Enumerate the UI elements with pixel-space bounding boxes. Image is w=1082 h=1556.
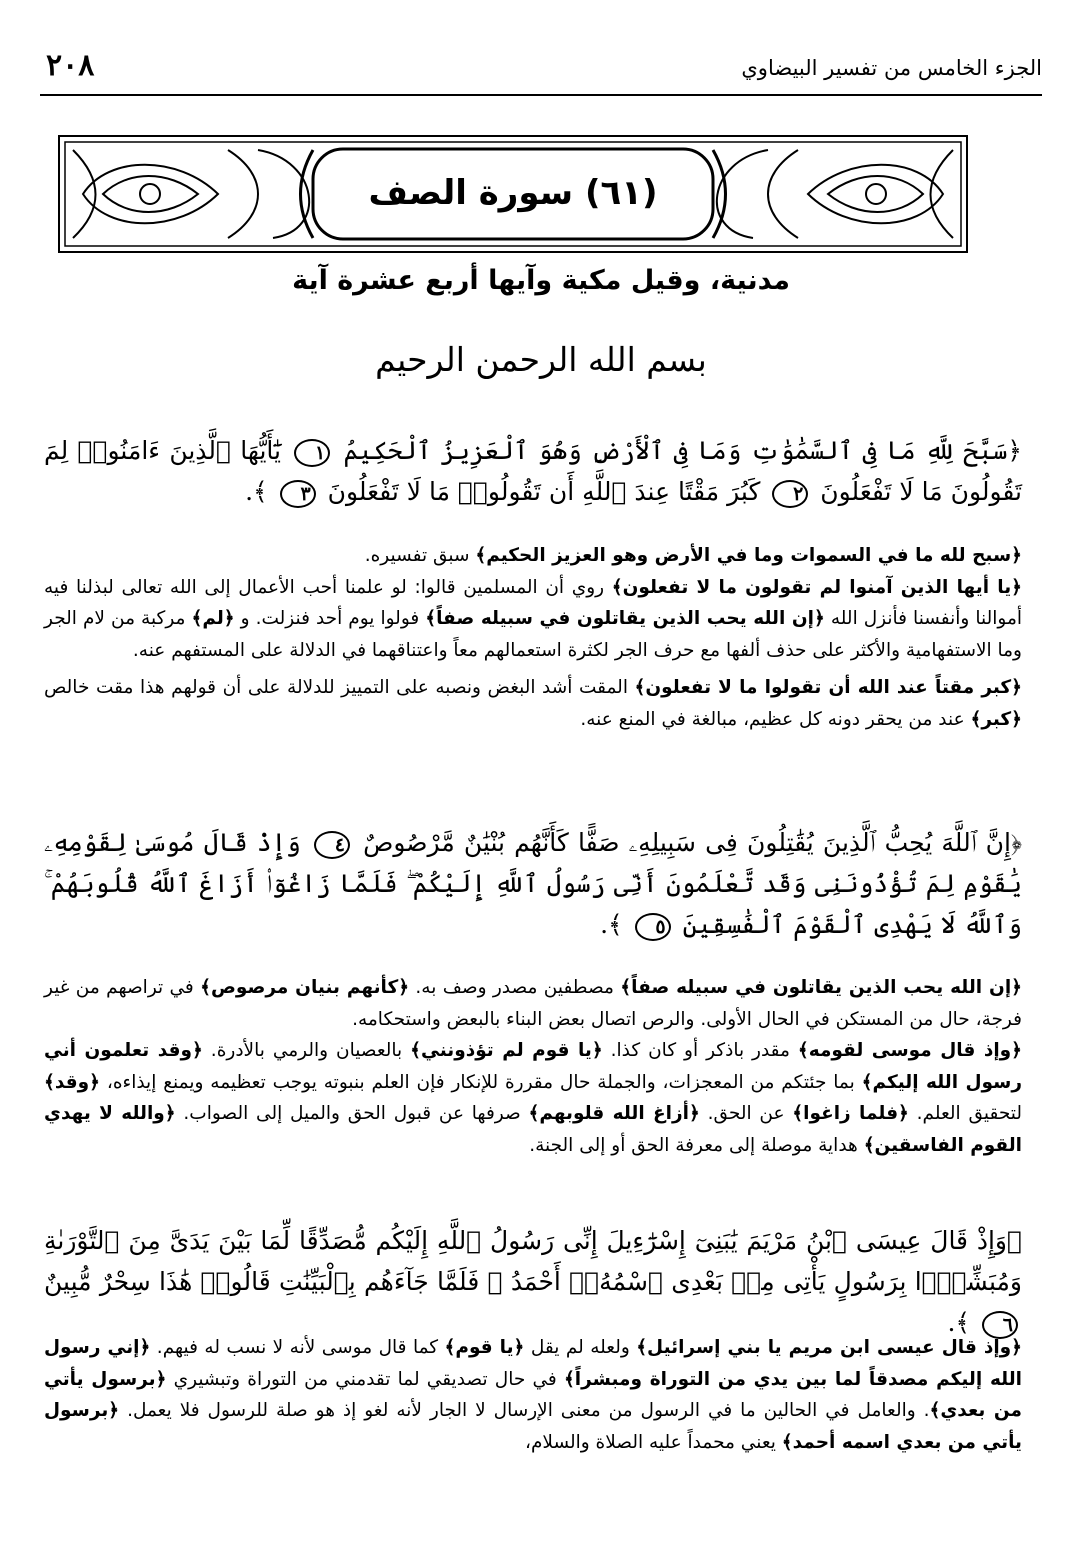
verse-end: ﴾. — [600, 910, 623, 939]
commentary-text: ولعله لم يقل — [524, 1337, 637, 1358]
commentary-text: يعني محمداً عليه الصلاة والسلام، — [525, 1431, 782, 1453]
quoted-verse: ﴿والله لا يهدي القوم الفاسقين﴾ — [44, 1103, 1022, 1156]
commentary-text: لتحقيق العلم. — [908, 1103, 1023, 1124]
commentary-paragraph — [44, 1035, 1022, 1161]
verse-block-2 — [44, 822, 1022, 945]
quoted-verse: ﴿سبح لله ما في السموات وما في الأرض وهو العزيز الحكيم﴾ — [475, 545, 1022, 566]
quoted-verse: ﴿يا قوم لم تؤذونني﴾ — [410, 1040, 603, 1061]
verse-number: ١ — [294, 439, 330, 467]
commentary-text: كما قال موسى لأنه لا نسب له فيهم. — [150, 1337, 445, 1358]
verse-text: وَإِذْ قَالَ مُوسَىٰ لِقَوْمِهِۦ يَٰقَوْمِ لِمَ تُؤْذُونَنِى وَقَد تَّعْلَمُونَ أَنِّى رَسُولُ ٱللَّهِ إِلَيْكُمْ ۖ فَلَمَّا زَاغُوٓا۟ أَزَاغَ ٱللَّهُ قُلُوبَهُمْ ۚ وَٱللَّهُ لَا يَهْدِى ٱلْقَوْمَ ٱلْفَٰسِقِينَ — [44, 828, 1022, 939]
verse-text: ﴿إِنَّ ٱللَّهَ يُحِبُّ ٱلَّذِينَ يُقَٰتِلُونَ فِى سَبِيلِهِۦ صَفًّا كَأَنَّهُم بُنْيَٰنٌ مَّرْصُوصٌ — [363, 828, 1022, 857]
commentary-text: سبق تفسيره. — [364, 545, 476, 566]
quoted-verse: ﴿وإذ قال موسى لقومه﴾ — [797, 1040, 1022, 1061]
verse-text: ﴿سَبَّحَ لِلَّهِ مَا فِى ٱلسَّمَٰوَٰتِ وَمَا فِى ٱلْأَرْضِ وَهُوَ ٱلْعَزِيزُ ٱلْحَكِيمُ — [343, 436, 1023, 465]
verse-number: ٤ — [314, 831, 350, 859]
commentary-block-1 — [44, 540, 1022, 735]
surah-banner — [58, 135, 968, 253]
quoted-verse: ﴿وقد تعلمون أني رسول الله إليكم﴾ — [44, 1040, 1022, 1093]
commentary-block-2 — [44, 972, 1022, 1161]
running-header — [40, 46, 1042, 96]
quoted-verse: ﴿برسول يأتي من بعدي اسمه أحمد﴾ — [44, 1400, 1022, 1453]
commentary-paragraph — [44, 1332, 1022, 1458]
verse-number: ٦ — [982, 1311, 1018, 1339]
commentary-text: صرفها عن قبول الحق والميل إلى الصواب. — [175, 1103, 529, 1124]
verse-text: ﴿وَإِذْ قَالَ عِيسَى ٱبْنُ مَرْيَمَ يَٰبَنِىٓ إِسْرَٰٓءِيلَ إِنِّى رَسُولُ ٱللَّهِ إِلَيْكُم مُّصَدِّقًا لِّمَا بَيْنَ يَدَىَّ مِنَ ٱلتَّوْرَىٰةِ وَمُبَشِّرًۢا بِرَسُولٍ يَأْتِى مِنۢ بَعْدِى ٱسْمُهُۥٓ أَحْمَدُ ۖ فَلَمَّا جَآءَهُم بِٱلْبَيِّنَٰتِ قَالُوا۟ هَٰذَا سِحْرٌ مُّبِينٌ — [44, 1226, 1022, 1296]
verse-number: ٢ — [772, 480, 808, 508]
quoted-verse: ﴿أزاغ الله قلوبهم﴾ — [528, 1103, 700, 1124]
surah-subtitle: مدنية، وقيل مكية وآيها أربع عشرة آية — [292, 265, 790, 296]
page-number: ٢٠٨ — [46, 48, 95, 83]
commentary-text: عن الحق. — [699, 1103, 793, 1124]
commentary-text: روي أن المسلمين قالوا: لو علمنا أحب الأعمال إلى الله تعالى لبذلنا فيه أموالنا وأنفسنا فأنزل الله — [44, 576, 1022, 629]
quoted-verse: ﴿وقد﴾ — [44, 1071, 100, 1093]
commentary-text: مصطفين مصدر وصف به. — [409, 977, 621, 998]
commentary-text: هداية موصلة إلى معرفة الحق أو إلى الجنة. — [529, 1134, 864, 1156]
commentary-paragraph — [44, 972, 1022, 1035]
verse-text: يَٰٓأَيُّهَا ٱلَّذِينَ ءَامَنُوا۟ لِمَ تَقُولُونَ مَا لَا تَفْعَلُونَ — [44, 436, 1022, 506]
quoted-verse: ﴿يا أيها الذين آمنوا لم تقولون ما لا تفعلون﴾ — [611, 576, 1022, 598]
quoted-verse: ﴿يا قوم﴾ — [444, 1337, 525, 1358]
commentary-paragraph — [44, 672, 1022, 735]
quoted-verse: ﴿كبر﴾ — [970, 708, 1022, 730]
commentary-text: في تراصهم من غير فرجة، حال من المستكن في الحال الأولى. والرص اتصال بعض البناء بالبعض واستحكامه. — [44, 977, 1022, 1030]
commentary-text: بالعصيان والرمي بالأدرة. — [202, 1040, 411, 1061]
quoted-verse: ﴿إن الله يحب الذين يقاتلون في سبيله صفاً﴾ — [425, 608, 825, 629]
commentary-text: في حال تصديقي لما تقدمني من التوراة وتبشيري — [166, 1368, 564, 1390]
commentary-text: عند من يحقر دونه كل عظيم، مبالغة في المنع عنه. — [580, 708, 971, 730]
quoted-verse: ﴿لم﴾ — [191, 608, 235, 629]
quoted-verse: ﴿كبر مقتاً عند الله أن تقولوا ما لا تفعلون﴾ — [634, 677, 1022, 698]
commentary-text: بما جئتكم من المعجزات، والجملة حال مقررة للإنكار فإن العلم بنبوته يوجب تعظيمه ويمنع إيذاءه، — [99, 1071, 862, 1093]
commentary-text: . والعامل في الحالين ما في الرسول من معنى الإرسال لا الجار لأنه لغو إذ هو صلة للرسول فلا يعمل. — [119, 1400, 930, 1421]
commentary-text: مقدر باذكر أو كان كذا. — [602, 1040, 798, 1061]
verse-number: ٥ — [635, 913, 671, 941]
commentary-text: فولوا يوم أحد فنزلت. و — [234, 608, 426, 629]
quoted-verse: ﴿فلما زاغوا﴾ — [792, 1103, 909, 1124]
verse-end: ﴾. — [947, 1308, 971, 1337]
verse-end: ﴾. — [245, 477, 268, 506]
surah-title: (٦١) سورة الصف — [368, 173, 658, 213]
verse-number: ٣ — [280, 480, 316, 508]
quoted-verse: ﴿برسول يأتي من بعدي﴾ — [44, 1368, 1022, 1421]
verse-block-1 — [44, 430, 1022, 512]
quoted-verse: ﴿وإذ قال عيسى ابن مريم يا بني إسرائيل﴾ — [636, 1337, 1022, 1358]
verse-block-3 — [44, 1220, 1022, 1343]
commentary-paragraph — [44, 540, 1022, 572]
basmala: بسم الله الرحمن الرحيم — [375, 340, 707, 379]
commentary-block-3 — [44, 1332, 1022, 1458]
quoted-verse: ﴿إني رسول الله إليكم مصدقاً لما بين يدي من التوراة ومبشراً﴾ — [44, 1337, 1023, 1390]
commentary-paragraph — [44, 572, 1022, 667]
quoted-verse: ﴿كأنهم بنيان مرصوص﴾ — [200, 977, 410, 998]
commentary-text: مركبة من لام الجر وما الاستفهامية والأكثر على حذف ألفها مع حرف الجر لكثرة استعمالهم معاً واعتناقهما في الدلالة على المستفهم عنه. — [44, 608, 1022, 661]
book-title: الجزء الخامس من تفسير البيضاوي — [741, 56, 1042, 80]
quoted-verse: ﴿إن الله يحب الذين يقاتلون في سبيله صفاً﴾ — [620, 977, 1022, 998]
commentary-text: المقت أشد البغض ونصبه على التمييز للدلالة على أن قولهم هذا مقت خالص — [44, 677, 635, 698]
verse-text: كَبُرَ مَقْتًا عِندَ ٱللَّهِ أَن تَقُولُوا۟ مَا لَا تَفْعَلُونَ — [327, 477, 761, 506]
